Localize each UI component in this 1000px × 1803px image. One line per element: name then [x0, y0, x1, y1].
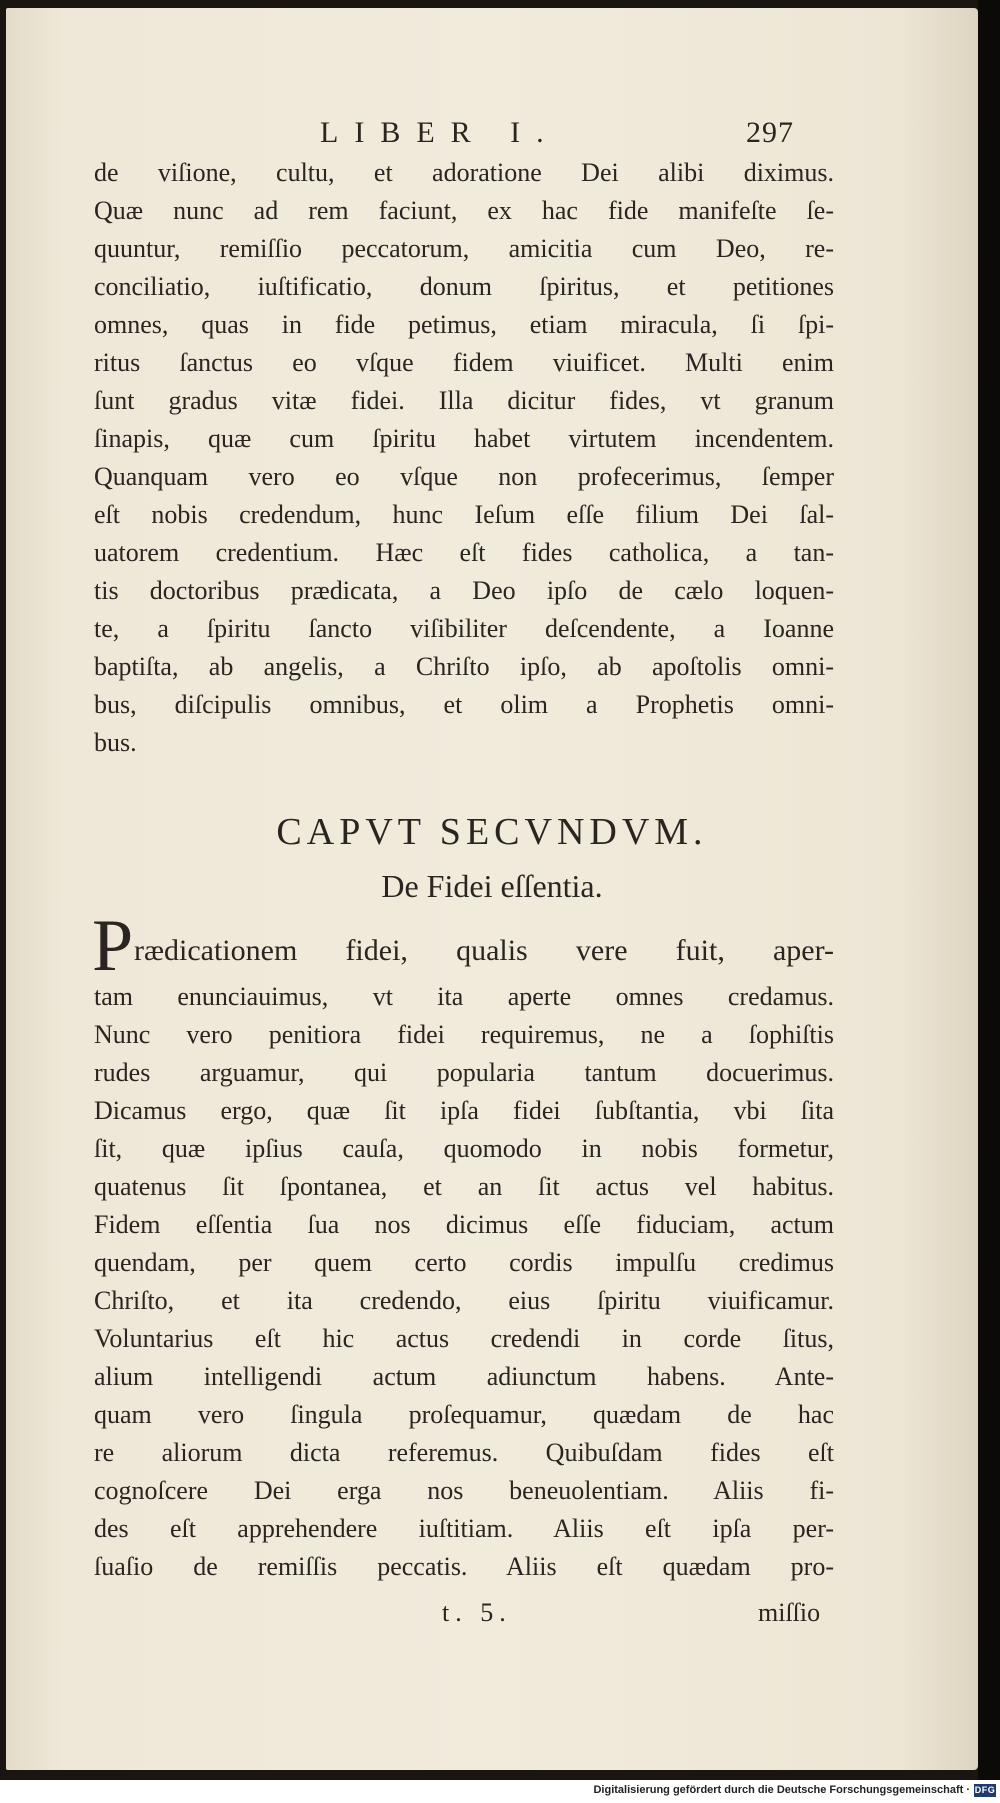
- text-line: rudes arguamur, qui popularia tantum docuerimus.: [94, 1058, 834, 1087]
- text-line: de viſione, cultu, et adoratione Dei alibi diximus.: [94, 158, 834, 187]
- text-line: re aliorum dicta referemus. Quibuſdam fides eſt: [94, 1438, 834, 1467]
- text-line: Fidem eſſentia ſua nos dicimus eſſe fiduciam, actum: [94, 1210, 834, 1239]
- text-line: ſinapis, quæ cum ſpiritu habet virtutem incendentem.: [94, 424, 834, 453]
- text-line: eſt nobis credendum, hunc Ieſum eſſe filium Dei ſal-: [94, 500, 834, 529]
- text-line: bus.: [94, 728, 137, 757]
- text-line: tis doctoribus prædicata, a Deo ipſo de cælo loquen-: [94, 576, 834, 605]
- text-line: Nunc vero penitiora fidei requiremus, ne a ſophiſtis: [94, 1020, 834, 1049]
- text-line: quendam, per quem certo cordis impulſu credimus: [94, 1248, 834, 1277]
- text-line: bus, diſcipulis omnibus, et olim a Prophetis omni-: [94, 690, 834, 719]
- dfg-credit-text: Digitalisierung gefördert durch die Deutsche Forschungsgemeinschaft ·: [593, 1784, 970, 1796]
- text-line: quam vero ſingula proſequamur, quædam de hac: [94, 1400, 834, 1429]
- text-line: ſunt gradus vitæ fidei. Illa dicitur fides, vt granum: [94, 386, 834, 415]
- text-line: omnes, quas in fide petimus, etiam miracula, ſi ſpi-: [94, 310, 834, 339]
- catchword: miſſio: [758, 1598, 821, 1627]
- chapter-title: CAPVT SECVNDVM.: [276, 811, 708, 853]
- text-line: quatenus ſit ſpontanea, et an ſit actus vel habitus.: [94, 1172, 834, 1201]
- text-line: alium intelligendi actum adiunctum habens. Ante-: [94, 1362, 834, 1391]
- chapter-first-line: rædicationem fidei, qualis vere fuit, aper-: [134, 934, 834, 967]
- text-line: cognoſcere Dei erga nos beneuolentiam. Aliis fi-: [94, 1476, 834, 1505]
- text-line: ſit, quæ ipſius cauſa, quomodo in nobis formetur,: [94, 1134, 834, 1163]
- running-head: LIBER I.: [320, 116, 560, 149]
- text-line: Chriſto, et ita credendo, eius ſpiritu viuificamur.: [94, 1286, 834, 1315]
- text-line: ſuaſio de remiſſis peccatis. Aliis eſt quædam pro-: [94, 1552, 834, 1581]
- text-line: des eſt apprehendere iuſtitiam. Aliis eſt ipſa per-: [94, 1514, 834, 1543]
- text-line: uatorem credentium. Hæc eſt fides catholica, a tan-: [94, 538, 834, 567]
- text-line: te, a ſpiritu ſancto viſibiliter deſcendente, a Ioanne: [94, 614, 834, 643]
- text-line: Quanquam vero eo vſque non profecerimus, ſemper: [94, 462, 834, 491]
- chapter-subtitle: De Fidei eſſentia.: [381, 868, 603, 904]
- drop-cap: P: [92, 905, 134, 987]
- book-page: [6, 8, 978, 1770]
- text-line: Quæ nunc ad rem faciunt, ex hac fide manifeſte ſe-: [94, 196, 834, 225]
- text-line: quuntur, remiſſio peccatorum, amicitia cum Deo, re-: [94, 234, 834, 263]
- page-number: 297: [746, 116, 794, 149]
- scan-edge: [978, 0, 1000, 1780]
- text-line: tam enunciauimus, vt ita aperte omnes credamus.: [94, 982, 834, 1011]
- text-line: ritus ſanctus eo vſque fidem viuificet. Multi enim: [94, 348, 834, 377]
- text-line: Voluntarius eſt hic actus credendi in corde ſitus,: [94, 1324, 834, 1353]
- text-line: baptiſta, ab angelis, a Chriſto ipſo, ab apoſtolis omni-: [94, 652, 834, 681]
- text-line: conciliatio, iuſtificatio, donum ſpiritus, et petitiones: [94, 272, 834, 301]
- signature-mark: t. 5.: [442, 1598, 512, 1627]
- dfg-logo-icon: DFG: [974, 1785, 996, 1795]
- text-line: Dicamus ergo, quæ ſit ipſa fidei ſubſtantia, vbi ſita: [94, 1096, 834, 1125]
